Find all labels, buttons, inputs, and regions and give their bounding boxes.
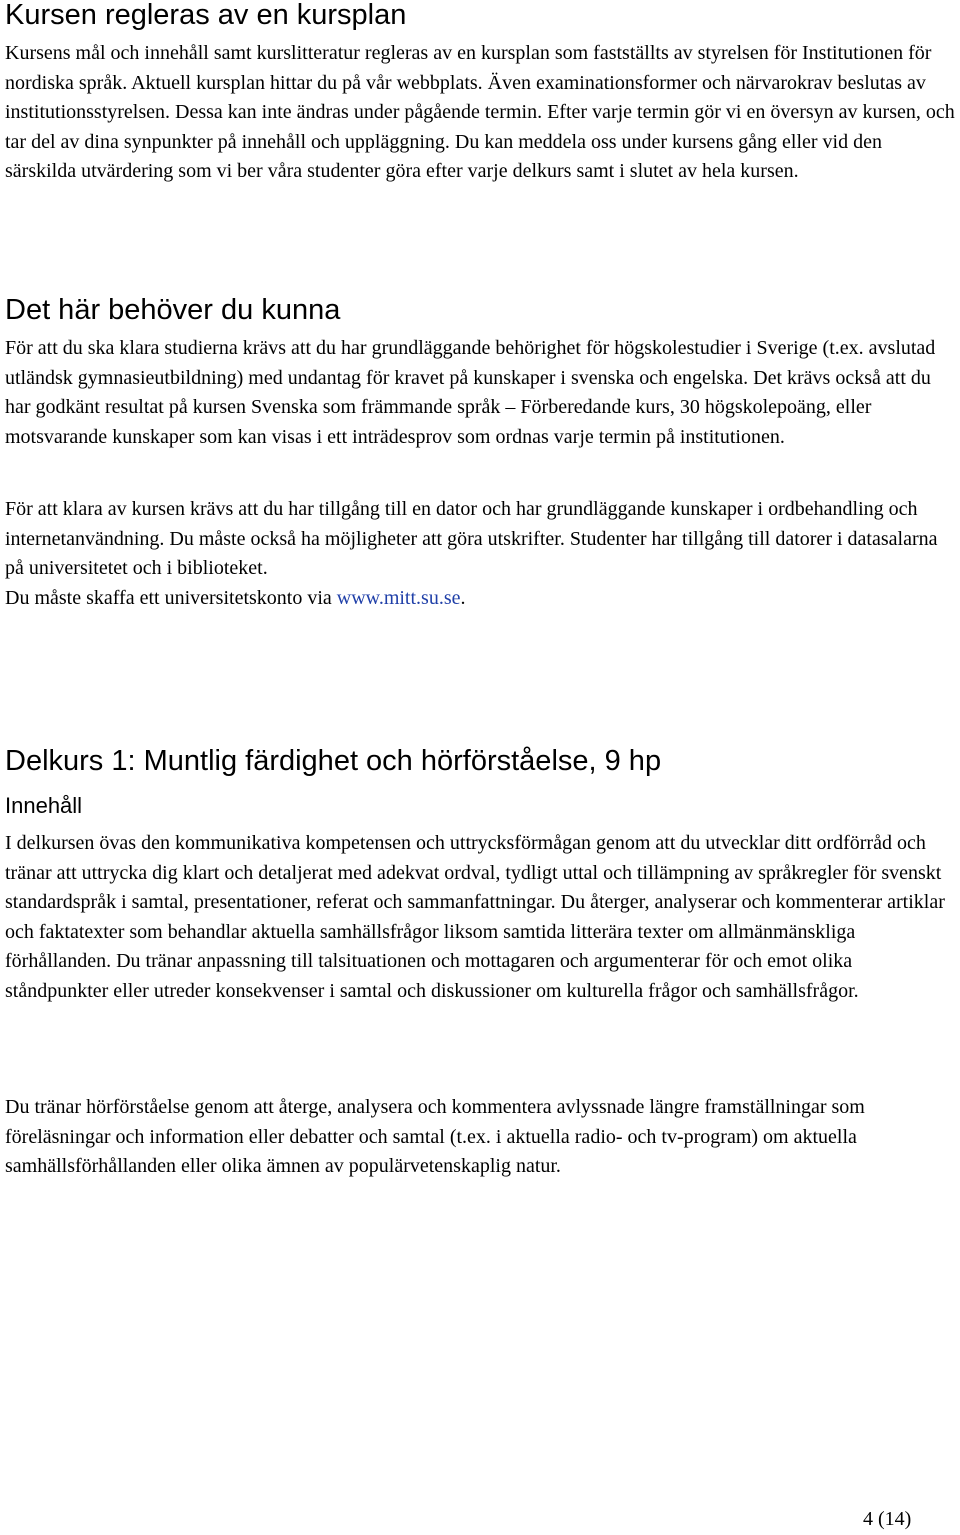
mitt-su-link[interactable]: www.mitt.su.se xyxy=(336,586,461,609)
requirements-paragraph-2 xyxy=(5,495,957,613)
section-heading-requirements: Det här behöver du kunna xyxy=(5,294,341,326)
section-heading-delkurs-1: Delkurs 1: Muntlig färdighet och hörförståelse, 9 hp xyxy=(5,745,662,777)
requirements-paragraph-1: För att du ska klara studierna krävs att du har grundläggande behörighet för högskolestudier i Sverige (t.ex. avslutad utländsk gymnasieutbildning) med undantag för kravet på kunskaper i svenska och engelska. Det krävs också att du har godkänt resultat på kursen Svenska som främmande språk – Förberedande kurs, 30 högskolepoäng, eller motsvarande kunskaper som kan visas i ett inträdesprov som ordnas varje termin på institutionen. xyxy=(5,337,936,448)
requirements-text-b: Du måste skaffa ett universitetskonto via xyxy=(5,586,337,609)
section-heading-kursplan: Kursen regleras av en kursplan xyxy=(5,0,407,31)
delkurs-paragraph-1: I delkursen övas den kommunikativa kompetensen och uttrycksförmågan genom att du utvecklar ditt ordförråd och tränar att uttrycka dig klart och detaljerat med adekvat ordval, tydligt uttal och tillämpning av språkregler för svenskt standardspråk i samtal, presentationer, referat och sammanfattningar. Du återger, analyserar och kommenterar artiklar och faktatexter som behandlar aktuella samhällsfrågor liksom samtida litterära texter om allmänmänskliga förhållanden. Du tränar anpassning till talsituationen och mottagaren och argumenterar för och emot olika ståndpunkter eller utreder konsekvenser i samtal och diskussioner om kulturella frågor och samhällsfrågor. xyxy=(5,832,945,1002)
subheading-innehall: Innehåll xyxy=(5,793,83,818)
delkurs-paragraph-2: Du tränar hörförståelse genom att återge, analysera och kommentera avlyssnade längre framställningar som föreläsningar och information eller debatter och samtal (t.ex. i aktuella radio- och tv-program) om aktuella samhällsförhållanden eller olika ämnen av populärvetenskaplig natur. xyxy=(5,1096,865,1178)
page-number: 4 (14) xyxy=(863,1508,912,1530)
requirements-text-c: . xyxy=(460,586,466,609)
kursplan-paragraph xyxy=(5,39,957,187)
requirements-text-a: För att klara av kursen krävs att du har tillgång till en dator och har grundläggande kunskaper i ordbehandling och internetanvändning. Du måste också ha möjligheter att göra utskrifter. Studenter har tillgång till datorer i datasalarna på universitetet och i biblioteket. xyxy=(5,498,938,580)
kursplan-text-b: Efter varje termin gör vi en översyn av kursen, och tar del av dina synpunkter på innehåll och uppläggning. Du kan meddela oss under kursens gång eller vid den särskilda utvärdering som vi ber våra studenter göra efter varje delkurs samt i slutet av hela kursen. xyxy=(5,101,955,183)
kursplan-text-a: Kursens mål och innehåll samt kurslitteratur regleras av en kursplan som fastställts av styrelsen för Institutionen för nordiska språk. Aktuell kursplan hittar du på vår webbplats. Även examinationsformer och närvarokrav beslutas av institutionsstyrelsen. Dessa kan inte ändras under pågående termin. xyxy=(5,42,932,124)
